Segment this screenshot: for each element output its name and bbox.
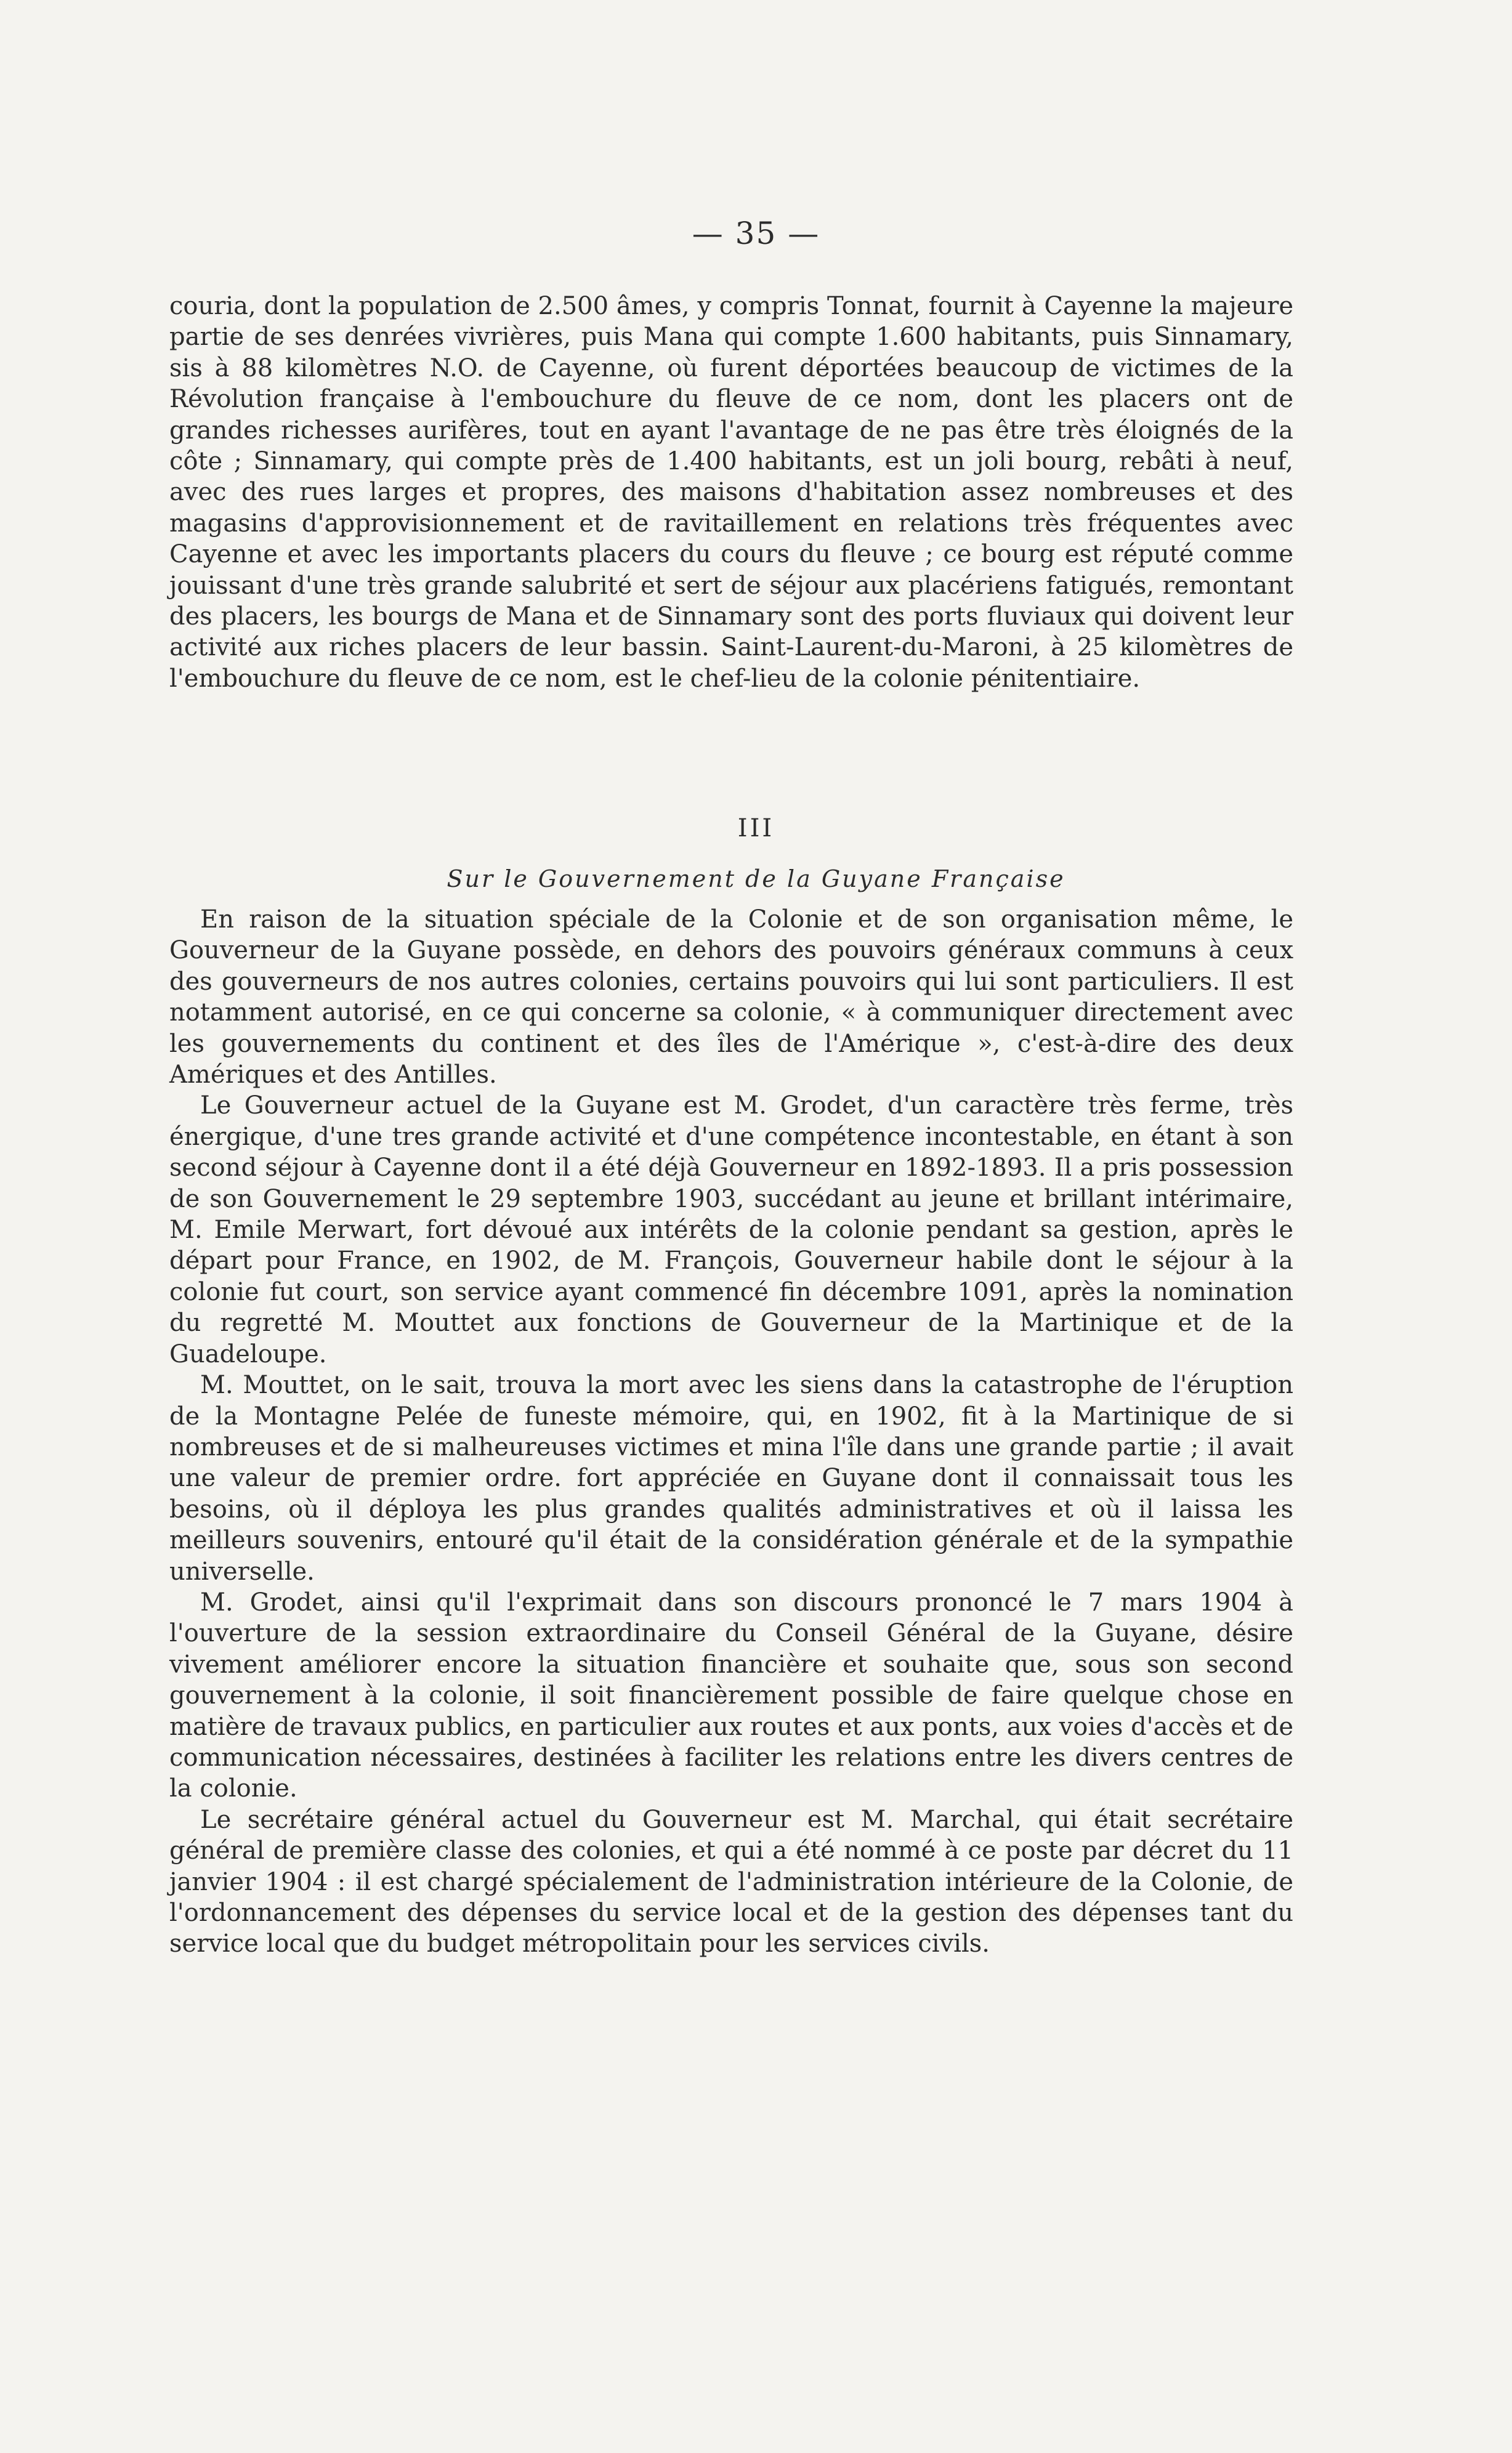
page-number: — 35 —: [692, 216, 820, 251]
section-number: III: [737, 814, 775, 843]
paragraph: couria, dont la population de 2.500 âmes, y compris Tonnat, fournit à Cayenne la majeure partie de ses denrées vivrières, puis Mana qui compte 1.600 habitants, puis Sinnamary, sis à 88 kilomètres N.O. de Cayenne, où furent déportées beaucoup de victimes de la Révolution française à l'embouchure du fleuve de ce nom, dont les placers ont de grandes richesses aurifères, tout en ayant l'avantage de ne pas être très éloignés de la côte ; Sinnamary, qui compte près de 1.400 habitants, est un joli bourg, rebâti à neuf, avec des rues larges et propres, des maisons d'habitation assez nombreuses et des magasins d'approvisionnement et de ravitaillement en relations très fréquentes avec Cayenne et avec les importants placers du cours du fleuve ; ce bourg est réputé comme jouissant d'une très grande salubrité et sert de séjour aux placériens fatigués, remontant des placers, les bourgs de Mana et de Sinnamary sont des ports fluviaux qui doivent leur activité aux riches placers de leur bassin. Saint-Laurent-du-Maroni, à 25 kilomètres de l'embouchure du fleuve de ce nom, est le chef-lieu de la colonie pénitentiaire.: [169, 292, 1293, 693]
intro-text-block: [169, 291, 1293, 694]
section-text-block: [169, 904, 1293, 1960]
section-title: Sur le Gouvernement de la Guyane Française: [447, 865, 1065, 892]
paragraph: M. Grodet, ainsi qu'il l'exprimait dans son discours prononcé le 7 mars 1904 à l'ouverture de la session extraordinaire du Conseil Général de la Guyane, désire vivement améliorer encore la situation financière et souhaite que, sous son second gouvernement à la colonie, il soit financièrement possible de faire quelque chose en matière de travaux publics, en particulier aux routes et aux ponts, aux voies d'accès et de communication nécessaires, destinées à faciliter les relations entre les divers centres de la colonie.: [169, 1588, 1293, 1803]
paragraph: Le Gouverneur actuel de la Guyane est M. Grodet, d'un caractère très ferme, très énergique, d'une tres grande activité et d'une compétence incontestable, en étant à son second séjour à Cayenne dont il a été déjà Gouverneur en 1892-1893. Il a pris possession de son Gouvernement le 29 septembre 1903, succédant au jeune et brillant intérimaire, M. Emile Merwart, fort dévoué aux intérêts de la colonie pendant sa gestion, après le départ pour France, en 1902, de M. François, Gouverneur habile dont le séjour à la colonie fut court, son service ayant commencé fin décembre 1091, après la nomination du regretté M. Mouttet aux fonctions de Gouverneur de la Martinique et de la Guadeloupe.: [169, 1091, 1293, 1368]
paragraph: En raison de la situation spéciale de la Colonie et de son organisation même, le Gouverneur de la Guyane possède, en dehors des pouvoirs généraux communs à ceux des gouverneurs de nos autres colonies, certains pouvoirs qui lui sont particuliers. Il est notamment autorisé, en ce qui concerne sa colonie, « à communiquer directement avec les gouvernements du continent et des îles de l'Amérique », c'est-à-dire des deux Amériques et des Antilles.: [169, 905, 1293, 1089]
paragraph: M. Mouttet, on le sait, trouva la mort avec les siens dans la catastrophe de l'éruption de la Montagne Pelée de funeste mémoire, qui, en 1902, fit à la Martinique de si nombreuses et de si malheureuses victimes et mina l'île dans une grande partie ; il avait une valeur de premier ordre. fort appréciée en Guyane dont il connaissait tous les besoins, où il déploya les plus grandes qualités administratives et où il laissa les meilleurs souvenirs, entouré qu'il était de la considération générale et de la sympathie universelle.: [169, 1371, 1293, 1586]
paragraph: Le secrétaire général actuel du Gouverneur est M. Marchal, qui était secrétaire général de première classe des colonies, et qui a été nommé à ce poste par décret du 11 janvier 1904 : il est chargé spécialement de l'administration intérieure de la Colonie, de l'ordonnancement des dépenses du service local et de la gestion des dépenses tant du service local que du budget métropolitain pour les services civils.: [169, 1805, 1293, 1958]
